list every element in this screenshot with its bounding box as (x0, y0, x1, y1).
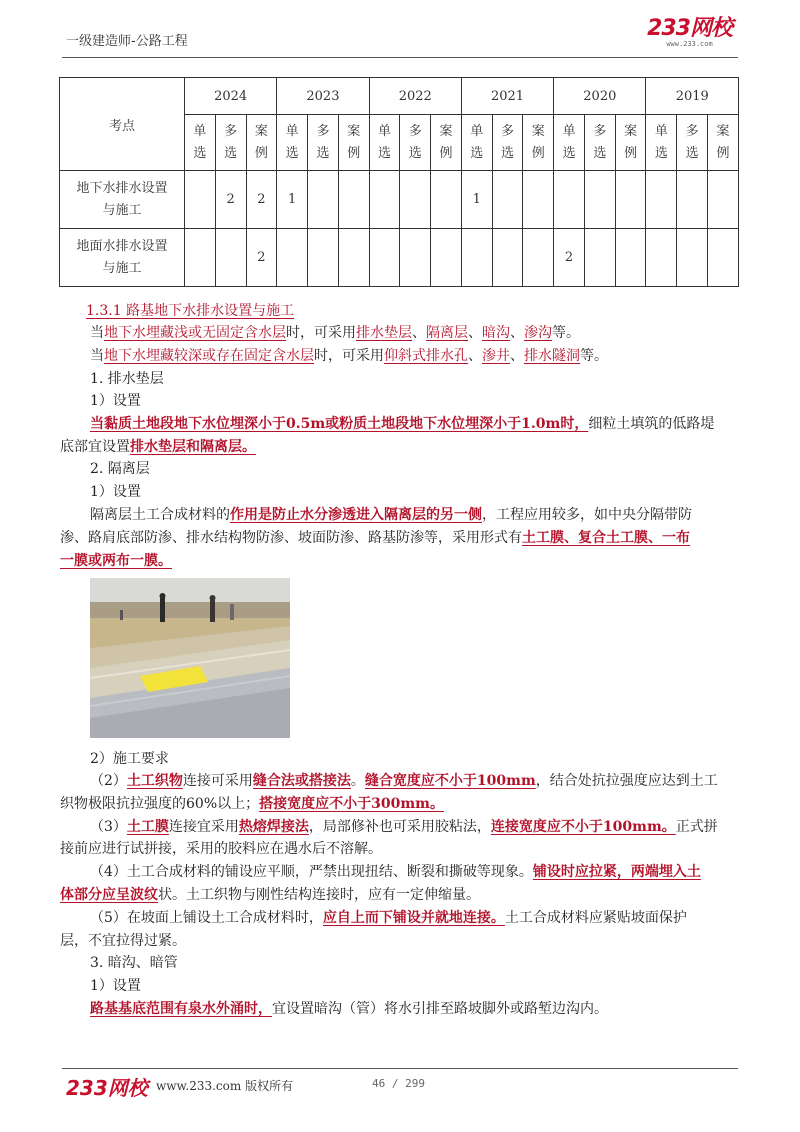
subheading-setting: 1）设置 (90, 484, 141, 500)
question-type-cell: 单 选 (554, 115, 585, 171)
table-row (60, 171, 739, 229)
logo-url: www.233.com (666, 40, 713, 48)
heading-isolation-layer: 2. 隔离层 (90, 461, 150, 477)
count-cell (431, 171, 462, 229)
count-cell: 2 (554, 229, 585, 287)
requirement-2-line2: 织物极限抗拉强度的60%以上；搭接宽度应不小于300mm。 (60, 796, 444, 812)
question-type-cell: 单 选 (185, 115, 216, 171)
count-cell (677, 171, 708, 229)
count-cell (461, 229, 492, 287)
row-label: 地下水排水设置 与施工 (60, 171, 185, 229)
header-divider (62, 57, 738, 58)
count-cell (277, 229, 308, 287)
subheading-construction: 2）施工要求 (90, 751, 169, 767)
count-cell: 2 (246, 229, 277, 287)
count-cell: 2 (215, 171, 246, 229)
question-type-cell: 单 选 (461, 115, 492, 171)
count-cell (677, 229, 708, 287)
footer-copyright: www.233.com 版权所有 (156, 1079, 294, 1093)
count-cell (185, 229, 216, 287)
count-cell (338, 171, 369, 229)
table-corner-cell: 考点 (60, 78, 185, 171)
count-cell (400, 171, 431, 229)
logo-text: 233网校 (647, 16, 732, 41)
footer-divider (62, 1068, 738, 1069)
question-type-cell: 案 例 (246, 115, 277, 171)
count-cell (400, 229, 431, 287)
count-cell (431, 229, 462, 287)
count-cell: 1 (277, 171, 308, 229)
count-cell (584, 229, 615, 287)
question-type-cell: 多 选 (492, 115, 523, 171)
requirement-4-line1: （4）土工合成材料的铺设应平顺，严禁出现扭结、断裂和撕破等现象。铺设时应拉紧，两端埋入土 (90, 864, 701, 880)
paragraph-cushion-line2: 底部宜设置排水垫层和隔离层。 (60, 439, 256, 455)
count-cell (492, 229, 523, 287)
year-header: 2019 (646, 78, 739, 115)
count-cell (338, 229, 369, 287)
requirement-3-line1: （3）土工膜连接宜采用热熔焊接法，局部修补也可采用胶粘法，连接宽度应不小于100mm。正式拼 (90, 819, 718, 835)
count-cell (523, 171, 554, 229)
count-cell (523, 229, 554, 287)
exam-stats-table (59, 77, 739, 287)
question-type-cell: 单 选 (646, 115, 677, 171)
requirement-2-line1: （2）土工织物连接可采用缝合法或搭接法。缝合宽度应不小于100mm，结合处抗拉强度应达到土工 (90, 773, 718, 789)
subheading-setting: 1）设置 (90, 978, 141, 994)
geomembrane-site-photo (90, 578, 290, 738)
paragraph-isolation-line2: 渗、路肩底部防渗、排水结构物防渗、坡面防渗、路基防渗等，采用形式有土工膜、复合土工膜、一布 (60, 530, 690, 546)
paragraph-cushion-line1: 当黏质土地段地下水位埋深小于0.5m或粉质土地段地下水位埋深小于1.0m时，细粒土填筑的低路堤 (90, 416, 715, 432)
question-type-cell: 案 例 (523, 115, 554, 171)
table-row (60, 229, 739, 287)
subheading-setting: 1）设置 (90, 393, 141, 409)
paragraph-shallow-groundwater: 当地下水埋藏浅或无固定含水层时，可采用排水垫层、隔离层、暗沟、渗沟等。 (90, 325, 580, 341)
requirement-3-line2: 接前应进行试拼接，采用的胶料应在遇水后不溶解。 (60, 841, 382, 857)
paragraph-isolation-line1: 隔离层土工合成材料的作用是防止水分渗透进入隔离层的另一侧，工程应用较多，如中央分隔带防 (90, 507, 692, 523)
count-cell (369, 171, 400, 229)
count-cell: 1 (461, 171, 492, 229)
year-header: 2022 (369, 78, 461, 115)
count-cell (308, 229, 339, 287)
count-cell (708, 229, 739, 287)
count-cell (554, 171, 585, 229)
count-cell (615, 229, 646, 287)
requirement-4-line2: 体部分应呈波纹状。土工织物与刚性结构连接时，应有一定伸缩量。 (60, 887, 480, 903)
document-header-title: 一级建造师-公路工程 (66, 34, 188, 49)
count-cell (215, 229, 246, 287)
paragraph-blind-ditch: 路基基底范围有泉水外涌时，宜设置暗沟（管）将水引排至路坡脚外或路堑边沟内。 (90, 1001, 608, 1017)
heading-blind-ditch: 3. 暗沟、暗管 (90, 955, 178, 971)
question-type-cell: 案 例 (338, 115, 369, 171)
count-cell (708, 171, 739, 229)
question-type-cell: 多 选 (584, 115, 615, 171)
page-number: 46 / 299 (372, 1077, 425, 1090)
question-type-cell: 单 选 (277, 115, 308, 171)
footer-logo: 233网校 (66, 1076, 148, 1100)
question-type-cell: 单 选 (369, 115, 400, 171)
year-header: 2023 (277, 78, 369, 115)
count-cell (185, 171, 216, 229)
question-type-cell: 案 例 (615, 115, 646, 171)
count-cell: 2 (246, 171, 277, 229)
question-type-cell: 案 例 (708, 115, 739, 171)
brand-logo (647, 18, 732, 48)
question-type-cell: 多 选 (215, 115, 246, 171)
question-type-cell: 多 选 (677, 115, 708, 171)
paragraph-isolation-line3: 一膜或两布一膜。 (60, 553, 172, 569)
section-title: 1.3.1 路基地下水排水设置与施工 (86, 303, 295, 319)
question-type-cell: 多 选 (308, 115, 339, 171)
heading-drainage-cushion: 1. 排水垫层 (90, 371, 164, 387)
year-header: 2024 (185, 78, 277, 115)
question-type-cell: 案 例 (431, 115, 462, 171)
requirement-5-line1: （5）在坡面上铺设土工合成材料时，应自上而下铺设并就地连接。土工合成材料应紧贴坡面保护 (90, 910, 687, 926)
count-cell (646, 229, 677, 287)
year-header: 2020 (554, 78, 646, 115)
row-label: 地面水排水设置 与施工 (60, 229, 185, 287)
count-cell (369, 229, 400, 287)
year-header: 2021 (461, 78, 553, 115)
count-cell (646, 171, 677, 229)
paragraph-deep-groundwater: 当地下水埋藏较深或存在固定含水层时，可采用仰斜式排水孔、渗井、排水隧洞等。 (90, 348, 608, 364)
count-cell (492, 171, 523, 229)
requirement-5-line2: 层，不宜拉得过紧。 (60, 933, 186, 949)
count-cell (308, 171, 339, 229)
count-cell (615, 171, 646, 229)
question-type-cell: 多 选 (400, 115, 431, 171)
count-cell (584, 171, 615, 229)
